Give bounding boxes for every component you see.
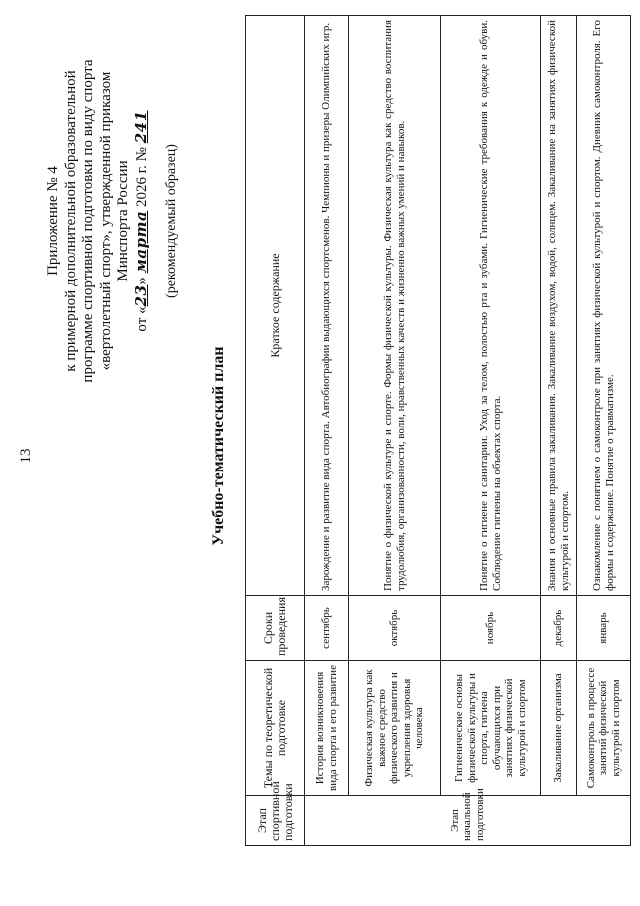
content-cell: Знания и основные правила закаливания. Закаливание воздухом, водой, солнцем. Закаливание на занятиях физической культурой и спортом. — [541, 16, 577, 596]
recommended-sample-note: (рекомендуемый образец) — [164, 144, 179, 298]
topic-cell: История возникновения вида спорта и его развитие — [305, 661, 349, 796]
content-cell: Понятие о физической культуре и спорте. Формы физической культуры. Физическая культура как средство воспитания трудолюбия, организованности, воли, нравственных качеств и жизненно важных умений и навыков. — [349, 16, 441, 596]
order-year: 2026 г. № — [133, 143, 150, 211]
topic-cell: Закаливание организма — [541, 661, 577, 796]
header-terms: Сроки проведения — [246, 596, 305, 661]
table-header-row — [246, 16, 305, 846]
topic-cell: Физическая культура как важное средство физического развития и укрепления здоровья человека — [349, 661, 441, 796]
order-day: 23 — [131, 284, 150, 307]
order-month: марта — [131, 210, 150, 274]
header-line-5: Минспорта России — [115, 160, 131, 282]
content-cell: Ознакомление с понятием о самоконтроле при занятиях физической культурой и спортом. Дневник самоконтроля. Его формы и содержание. Понятие о травматизме. — [577, 16, 631, 596]
order-number: 241 — [131, 110, 150, 144]
term-cell: ноябрь — [441, 596, 541, 661]
topic-cell: Самоконтроль в процессе занятий физической культурой и спортом — [577, 661, 631, 796]
order-date-line — [133, 26, 152, 416]
content-cell: Понятие о гигиене и санитарии. Уход за телом, полостью рта и зубами. Гигиенические требования к одежде и обуви. Соблюдение гигиены на объектах спорта. — [441, 16, 541, 596]
table-row — [305, 16, 349, 846]
header-content: Краткое содержание — [246, 16, 305, 596]
header-topics: Темы по теоретической подготовке — [246, 661, 305, 796]
order-prefix: от « — [133, 306, 150, 332]
term-cell: январь — [577, 596, 631, 661]
table-row — [577, 16, 631, 846]
topic-cell: Гигиенические основы физической культуры и спорта, гигиена обучающихся при занятиях физической культурой и спортом — [441, 661, 541, 796]
plan-title: Учебно-тематический план — [210, 346, 227, 546]
header-line-1: Приложение № 4 — [45, 166, 61, 276]
table-row — [349, 16, 441, 846]
appendix-header — [45, 26, 181, 416]
term-cell: декабрь — [541, 596, 577, 661]
term-cell: октябрь — [349, 596, 441, 661]
table-row — [541, 16, 577, 846]
page-number: 13 — [18, 448, 34, 464]
curriculum-table — [245, 15, 631, 846]
order-mid: » — [133, 273, 150, 285]
header-line-4: «вертолетный спорт», утвержденной приказом — [97, 71, 114, 371]
header-stage: Этап спортивной подготовки — [246, 796, 305, 846]
table-row — [441, 16, 541, 846]
content-cell: Зарождение и развитие вида спорта. Автобиографии выдающихся спортсменов. Чемпионы и призеры Олимпийских игр. — [305, 16, 349, 596]
term-cell: сентябрь — [305, 596, 349, 661]
stage-cell: Этап начальной подготовки — [305, 796, 631, 846]
header-line-3: программе спортивной подготовки по виду спорта — [80, 59, 96, 383]
header-line-2: к примерной дополнительной образовательной — [62, 70, 79, 372]
